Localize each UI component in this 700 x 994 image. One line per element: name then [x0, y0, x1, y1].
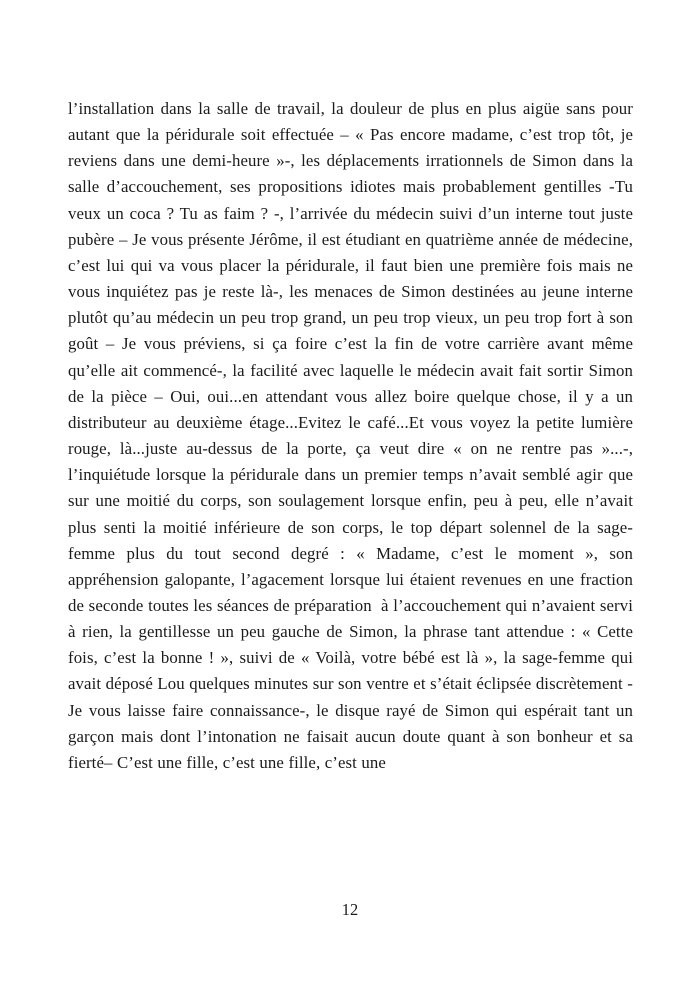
- body-text-block: [68, 96, 638, 776]
- page-number: 12: [341, 900, 359, 919]
- body-paragraph: l’installation dans la salle de travail, la douleur de plus en plus aigüe sans pour autant que la péridurale soit effectuée – « Pas encore madame, c’est trop tôt, je reviens dans une demi-heure »-, les déplacements irrationnels de Simon dans la salle d’accouchement, ses propositions idiotes mais probablement gentilles -Tu veux un coca ? Tu as faim ? -, l’arrivée du médecin suivi d’un interne tout juste pubère – Je vous présente Jérôme, il est étudiant en quatrième année de médecine, c’est lui qui va vous placer la péridurale, il faut bien une première fois mais ne vous inquiétez pas je reste là-, les menaces de Simon destinées au jeune interne plutôt qu’au médecin un peu trop grand, un peu trop vieux, un peu trop fort à son goût – Je vous préviens, si ça foire c’est la fin de votre carrière avant même qu’elle ait commencé-, la facilité avec laquelle le médecin avait fait sortir Simon de la pièce – Oui, oui...en attendant vous allez boire quelque chose, il y a un distributeur au deuxième étage...Evitez le café...Et vous voyez la petite lumière rouge, là...juste au-dessus de la porte, ça veut dire « on ne rentre pas »...-, l’inquiétude lorsque la péridurale dans un premier temps n’avait semblé agir que sur une moitié du corps, son soulagement lorsque enfin, peu à peu, elle n’avait plus senti la moitié inférieure de son corps, le top départ solennel de la sage-femme plus du tout second degré : « Madame, c’est le moment », son appréhension galopante, l’agacement lorsque lui étaient revenues en une fraction de seconde toutes les séances de préparation à l’accouchement qui n’avaient servi à rien, la gentillesse un peu gauche de Simon, la phrase tant attendue : « Cette fois, c’est la bonne ! », suivi de « Voilà, votre bébé est là », la sage-femme qui avait déposé Lou quelques minutes sur son ventre et s’était éclipsée discrètement -Je vous laisse faire connaissance-, le disque rayé de Simon qui espérait tant un garçon mais dont l’intonation ne faisait aucun doute quant à son bonheur et sa fierté– C’est une fille, c’est une fille, c’est une: [68, 99, 638, 772]
